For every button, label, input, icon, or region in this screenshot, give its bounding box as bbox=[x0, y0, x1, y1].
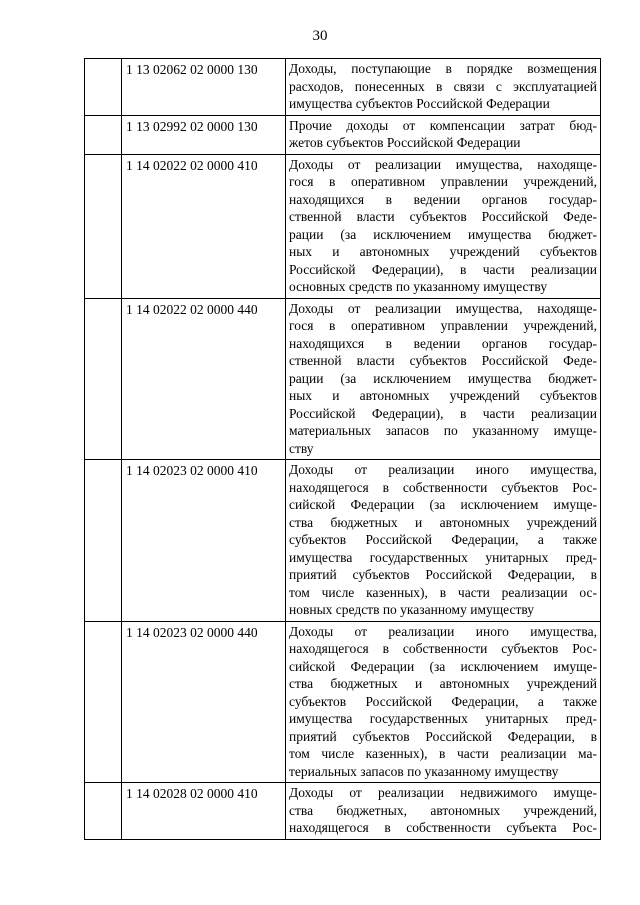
description-line: материальных запасов по указанному имуще- bbox=[289, 423, 597, 438]
description-line: Доходы от реализации недвижимого имуще- bbox=[289, 785, 597, 800]
description-line: ства бюджетных и автономных учреждений bbox=[289, 676, 597, 691]
description-line: находящегося в собственности субъектов Рос- bbox=[289, 479, 597, 495]
description-line: находящихся в ведении органов государ- bbox=[289, 335, 597, 351]
description-line: имущества государственных унитарных пред- bbox=[289, 711, 597, 726]
description-line: расходов, понесенных в связи с эксплуатацией bbox=[289, 78, 597, 94]
table-row bbox=[85, 460, 601, 622]
revenue-code-cell: 1 14 02023 02 0000 410 bbox=[122, 460, 286, 622]
table-row bbox=[85, 783, 601, 840]
description-line: ству bbox=[289, 440, 314, 456]
row-index-cell bbox=[85, 460, 122, 622]
description-line: основных средств по указанному имуществу bbox=[289, 279, 548, 294]
revenue-code-cell: 1 14 02022 02 0000 440 bbox=[122, 298, 286, 460]
description-line: рации (за исключением имущества бюджет- bbox=[289, 370, 597, 386]
page-number: 30 bbox=[312, 28, 328, 44]
description-line: имущества государственных унитарных пред- bbox=[289, 549, 597, 565]
table-row bbox=[85, 621, 601, 783]
description-line: Доходы от реализации иного имущества, bbox=[289, 623, 597, 639]
description-line: ства бюджетных, автономных учреждений, bbox=[289, 802, 597, 818]
description-line: находящихся в ведении органов государ- bbox=[289, 191, 597, 207]
description-line: приятий субъектов Российской Федерации, в bbox=[289, 728, 597, 744]
description-line: том числе казенных), в части реализации ос- bbox=[289, 584, 597, 600]
table-row bbox=[85, 59, 601, 116]
description-line: ственной власти субъектов Российской Феде- bbox=[289, 209, 597, 224]
row-index-cell bbox=[85, 621, 122, 783]
description-line: находящегося в собственности субъектов Рос- bbox=[289, 641, 597, 656]
description-line: рации (за исключением имущества бюджет- bbox=[289, 226, 597, 242]
description-line: гося в оперативном управлении учреждений, bbox=[289, 174, 597, 189]
table-row bbox=[85, 154, 601, 298]
revenue-code-cell: 1 14 02028 02 0000 410 bbox=[122, 783, 286, 840]
description-line: Российской Федерации), в части реализации bbox=[289, 405, 597, 421]
description-line: ства бюджетных и автономных учреждений bbox=[289, 514, 597, 530]
revenue-code-cell: 1 14 02023 02 0000 440 bbox=[122, 621, 286, 783]
row-index-cell bbox=[85, 298, 122, 460]
description-line: субъектов Российской Федерации, а также bbox=[289, 532, 597, 547]
description-line: сийской Федерации (за исключением имуще- bbox=[289, 658, 597, 674]
description-line: имущества субъектов Российской Федерации bbox=[289, 96, 550, 111]
description-line: ных и автономных учреждений субъектов bbox=[289, 388, 597, 403]
description-line: ных и автономных учреждений субъектов bbox=[289, 244, 597, 259]
description-line: Доходы от реализации иного имущества, bbox=[289, 462, 597, 477]
description-line: сийской Федерации (за исключением имуще- bbox=[289, 497, 597, 512]
revenue-code-cell: 1 14 02022 02 0000 410 bbox=[122, 154, 286, 298]
row-index-cell bbox=[85, 783, 122, 840]
table-row bbox=[85, 115, 601, 154]
revenue-description-cell bbox=[286, 115, 601, 154]
description-line: териальных запасов по указанному имуществу bbox=[289, 763, 559, 779]
description-line: находящегося в собственности субъекта Рос- bbox=[289, 820, 597, 835]
revenue-description-cell bbox=[286, 621, 601, 783]
description-line: Доходы от реализации имущества, находяще- bbox=[289, 300, 597, 316]
description-line: Российской Федерации), в части реализации bbox=[289, 261, 597, 277]
table-row bbox=[85, 298, 601, 460]
description-line: новных средств по указанному имуществу bbox=[289, 602, 535, 617]
revenue-code-cell: 1 13 02992 02 0000 130 bbox=[122, 115, 286, 154]
description-line: Прочие доходы от компенсации затрат бюд- bbox=[289, 117, 597, 133]
revenue-description-cell bbox=[286, 298, 601, 460]
table-body bbox=[85, 59, 601, 840]
row-index-cell bbox=[85, 115, 122, 154]
revenue-description-cell bbox=[286, 783, 601, 840]
revenue-description-cell bbox=[286, 59, 601, 116]
description-line: Доходы от реализации имущества, находяще- bbox=[289, 156, 597, 172]
description-line: субъектов Российской Федерации, а также bbox=[289, 693, 597, 709]
description-line: том числе казенных), в части реализации ма- bbox=[289, 746, 597, 761]
revenue-description-cell bbox=[286, 154, 601, 298]
row-index-cell bbox=[85, 59, 122, 116]
revenue-code-cell: 1 13 02062 02 0000 130 bbox=[122, 59, 286, 116]
description-line: Доходы, поступающие в порядке возмещения bbox=[289, 61, 597, 76]
revenue-description-cell bbox=[286, 460, 601, 622]
row-index-cell bbox=[85, 154, 122, 298]
description-line: приятий субъектов Российской Федерации, в bbox=[289, 567, 597, 582]
description-line: жетов субъектов Российской Федерации bbox=[289, 135, 521, 150]
description-line: ственной власти субъектов Российской Феде- bbox=[289, 353, 597, 368]
description-line: гося в оперативном управлении учреждений, bbox=[289, 318, 597, 333]
revenue-codes-table bbox=[84, 58, 601, 840]
